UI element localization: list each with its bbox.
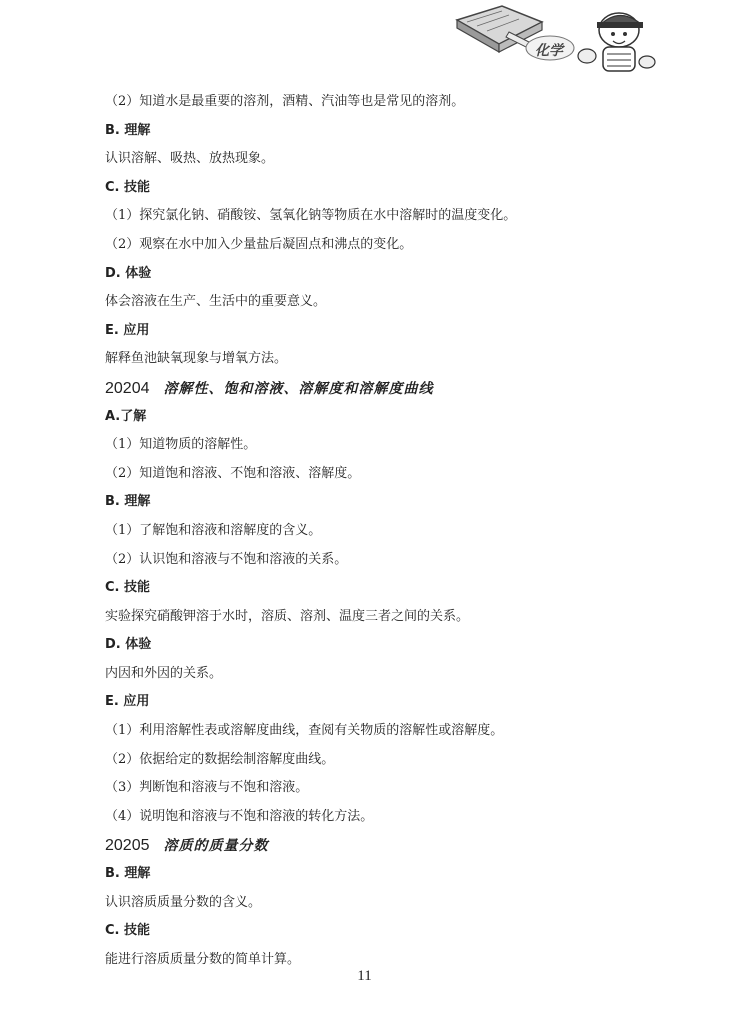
section-code: 20204 [105, 379, 150, 397]
body-text-line: （2）知道饱和溶液、不饱和溶液、溶解度。 [105, 465, 361, 481]
cartoon-kid-icon [578, 13, 655, 71]
body-text-line: （2）认识饱和溶液与不饱和溶液的关系。 [105, 551, 348, 567]
body-text-line: （4）说明饱和溶液与不饱和溶液的转化方法。 [105, 808, 374, 824]
body-text-line: （1）利用溶解性表或溶解度曲线，查阅有关物质的溶解性或溶解度。 [105, 723, 504, 739]
body-text-line: （2）观察在水中加入少量盐后凝固点和沸点的变化。 [105, 236, 413, 252]
body-text-line: （1）知道物质的溶解性。 [105, 437, 257, 453]
category-heading: E. 应用 [105, 322, 150, 338]
category-heading: B. 理解 [105, 122, 151, 138]
category-heading: D. 体验 [105, 637, 152, 653]
section-heading [105, 831, 665, 860]
category-heading: C. 技能 [105, 580, 151, 596]
category-heading: C. 技能 [105, 923, 151, 939]
category-heading: A.了解 [105, 408, 147, 424]
subject-badge: 化学 [535, 43, 563, 59]
body-text-line: 认识溶解、吸热、放热现象。 [105, 151, 275, 167]
body-text-line: 能进行溶质质量分数的简单计算。 [105, 951, 301, 967]
body-text-line: （3）判断饱和溶液与不饱和溶液。 [105, 780, 309, 796]
body-text-line: 体会溶液在生产、生活中的重要意义。 [105, 294, 327, 310]
section-heading [105, 374, 665, 403]
category-heading: E. 应用 [105, 694, 150, 710]
category-heading: B. 理解 [105, 866, 151, 882]
body-text-line: 内因和外因的关系。 [105, 665, 223, 681]
document-body [105, 88, 665, 974]
page-number: 11 [357, 968, 372, 984]
body-text-line: （2）知道水是最重要的溶剂，酒精、汽油等也是常见的溶剂。 [105, 94, 465, 109]
body-text-line: （1）探究氯化钠、硝酸铵、氢氧化钠等物质在水中溶解时的温度变化。 [105, 208, 517, 224]
body-text-line: 认识溶质质量分数的含义。 [105, 894, 262, 910]
section-code: 20205 [105, 837, 150, 855]
body-text-line: 解释鱼池缺氧现象与增氧方法。 [105, 351, 288, 367]
body-text-line: （1）了解饱和溶液和溶解度的含义。 [105, 522, 322, 538]
category-heading: D. 体验 [105, 265, 152, 281]
category-heading: C. 技能 [105, 179, 151, 195]
body-text-line: 实验探究硝酸钾溶于水时，溶质、溶剂、温度三者之间的关系。 [105, 608, 470, 624]
body-text-line: （2）依据给定的数据绘制溶解度曲线。 [105, 751, 335, 767]
section-title: 溶解性、饱和溶液、溶解度和溶解度曲线 [163, 380, 434, 397]
header-decoration [447, 2, 677, 82]
category-heading: B. 理解 [105, 494, 151, 510]
section-title: 溶质的质量分数 [163, 838, 269, 855]
